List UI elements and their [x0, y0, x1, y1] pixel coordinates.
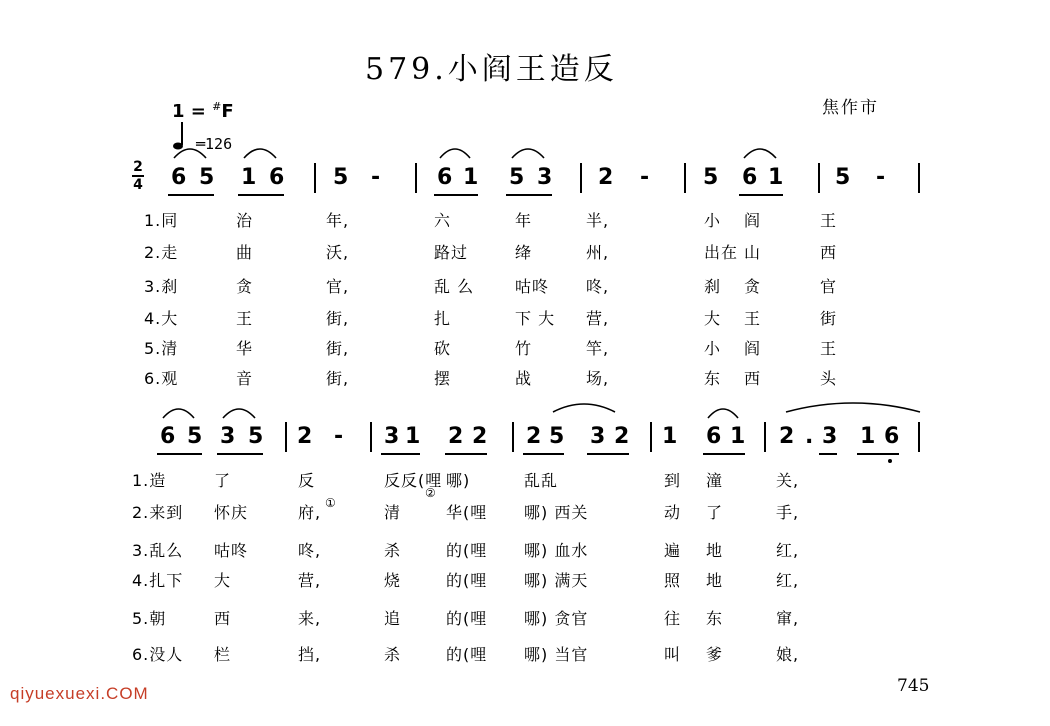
note: 5: [333, 165, 349, 190]
beam-underline: [434, 194, 478, 196]
note: 1: [730, 424, 746, 449]
note: 5: [703, 165, 719, 190]
slur: [786, 403, 920, 412]
page-number: 745: [897, 676, 930, 696]
lyric-word: 2.走: [144, 243, 179, 262]
lyric-word: 地: [706, 541, 724, 560]
bar-line: [285, 422, 287, 452]
watermark: qiyuexuexi.COM: [10, 684, 149, 703]
lyric-word: 5.清: [144, 339, 179, 358]
lyric-word: 照: [664, 571, 682, 590]
lyric-word: 西: [820, 243, 838, 262]
note: 5: [509, 165, 525, 190]
note: 6: [269, 165, 285, 190]
note: 6: [437, 165, 453, 190]
lyric-word: 华(哩: [446, 503, 488, 522]
lyric-word: 头: [820, 369, 838, 388]
bar-line: [580, 163, 582, 193]
lyric-word: 西: [744, 369, 762, 388]
beam-underline: [523, 453, 564, 455]
bar-line: [818, 163, 820, 193]
lyric-word: 哪) 血水: [524, 541, 589, 560]
note: 2: [526, 424, 542, 449]
key-prefix: 1 =: [172, 101, 206, 122]
lyric-word: 六: [434, 211, 452, 230]
lyric-word: 烧: [384, 571, 402, 590]
beam-underline: [381, 453, 420, 455]
note: -: [371, 165, 381, 190]
lyric-word: 战: [515, 369, 533, 388]
note: 1: [241, 165, 257, 190]
slur: [223, 409, 255, 418]
lyric-word: 清: [384, 503, 402, 522]
quarter-note-icon: [173, 122, 183, 150]
lyric-word: 怀庆: [214, 503, 249, 522]
lyric-word: 乱 么: [434, 277, 475, 296]
lyric-word: 阎: [744, 339, 762, 358]
note: 6: [706, 424, 722, 449]
lyric-word: 的(哩: [446, 571, 488, 590]
note: 3: [537, 165, 553, 190]
note: 1: [860, 424, 876, 449]
lyric-word: 山: [744, 243, 762, 262]
lyric-word: 王: [236, 309, 254, 328]
lyric-word: 红,: [776, 571, 800, 590]
beam-underline: [857, 453, 899, 455]
beam-underline: [168, 194, 214, 196]
lyric-word: 摆: [434, 369, 452, 388]
lyric-word: 东: [706, 609, 724, 628]
note: 1: [768, 165, 784, 190]
lyric-word: 哪) 满天: [524, 571, 589, 590]
note: 1: [662, 424, 678, 449]
sharp-sign: #: [212, 100, 222, 113]
lyric-word: 绛: [515, 243, 533, 262]
note: 5: [199, 165, 215, 190]
lyric-word: 爹: [706, 645, 724, 664]
lyric-word: 的(哩: [446, 609, 488, 628]
key-note: F: [221, 101, 234, 122]
note: -: [640, 165, 650, 190]
note: 5: [248, 424, 264, 449]
lyric-word: 曲: [236, 243, 254, 262]
lyric-word: 4.大: [144, 309, 179, 328]
lyric-word: 咚,: [586, 277, 610, 296]
note: 2: [614, 424, 630, 449]
lyric-word: 阎: [744, 211, 762, 230]
lyric-word: 的(哩: [446, 645, 488, 664]
slur: [553, 404, 615, 412]
lyric-word: 4.扎下: [132, 571, 184, 590]
time-signature: [132, 160, 144, 192]
bar-line: [314, 163, 316, 193]
beam-underline: [217, 453, 263, 455]
lyric-word: 府,: [298, 503, 322, 522]
lyric-word: 杀: [384, 541, 402, 560]
lyric-word: 5.朝: [132, 609, 167, 628]
bar-line: [650, 422, 652, 452]
slur: [744, 149, 776, 158]
lyric-word: 潼: [706, 471, 724, 490]
lyric-word: 红,: [776, 541, 800, 560]
lyric-word: 6.观: [144, 369, 179, 388]
bar-line: [370, 422, 372, 452]
lyric-word: 贪: [236, 277, 254, 296]
lyric-word: 街: [820, 309, 838, 328]
slur: [440, 149, 470, 158]
lyric-word: 咕咚: [515, 277, 550, 296]
lyric-word: 治: [236, 211, 254, 230]
lyric-word: 地: [706, 571, 724, 590]
note: 6: [171, 165, 187, 190]
lyric-word: 年: [515, 211, 533, 230]
lyric-word: 1.造: [132, 471, 167, 490]
lyric-word: 来,: [298, 609, 322, 628]
beam-underline: [506, 194, 552, 196]
lyric-word: 出在: [704, 243, 739, 262]
lyric-word: 刹: [704, 277, 722, 296]
lyric-word: 叫: [664, 645, 682, 664]
lyric-word: 哪) 西关: [524, 503, 589, 522]
beam-underline: [703, 453, 745, 455]
lyric-word: 大: [214, 571, 232, 590]
place-of-origin: 焦作市: [822, 98, 879, 118]
lyric-word: 到: [664, 471, 682, 490]
note: 5: [835, 165, 851, 190]
note: 6: [160, 424, 176, 449]
lyric-word: 哪) 贪官: [524, 609, 589, 628]
beam-underline: [819, 453, 837, 455]
note: 1: [463, 165, 479, 190]
lyric-word: 反反(哩: [384, 471, 443, 490]
lyric-word: 华: [236, 339, 254, 358]
note: -: [334, 424, 344, 449]
lyric-word: 挡,: [298, 645, 322, 664]
lyric-word: 王: [820, 211, 838, 230]
time-signature-bottom: 4: [133, 177, 143, 193]
note: -: [876, 165, 886, 190]
lyric-word: 的(哩: [446, 541, 488, 560]
note: 3: [822, 424, 838, 449]
bar-line: [918, 422, 920, 452]
lyric-word: 关,: [776, 471, 800, 490]
lyric-word: 半,: [586, 211, 610, 230]
lyric-word: 路过: [434, 243, 469, 262]
bar-line: [512, 422, 514, 452]
note: 6: [742, 165, 758, 190]
beam-underline: [445, 453, 487, 455]
lyric-word: 哪): [446, 471, 471, 490]
lyric-word: 小: [704, 339, 722, 358]
lyric-word: 杀: [384, 645, 402, 664]
bar-line: [918, 163, 920, 193]
slur: [244, 149, 276, 158]
lyric-word: 咕咚: [214, 541, 249, 560]
lyric-word: 下 大: [515, 309, 556, 328]
lyric-word: 沃,: [326, 243, 350, 262]
lyric-word: 东: [704, 369, 722, 388]
lyric-word: 竹: [515, 339, 533, 358]
beam-underline: [739, 194, 783, 196]
note: 1: [405, 424, 421, 449]
note: 3: [220, 424, 236, 449]
note: 6: [884, 424, 900, 449]
lyric-word: 了: [214, 471, 232, 490]
lyric-word: 竿,: [586, 339, 610, 358]
slur: [512, 149, 544, 158]
lyric-word: 营,: [586, 309, 610, 328]
footnote-marker-1: ①: [325, 496, 336, 510]
lyric-word: 贪: [744, 277, 762, 296]
lyric-word: 街,: [326, 339, 350, 358]
note: 5: [187, 424, 203, 449]
lyric-word: 了: [706, 503, 724, 522]
bar-line: [764, 422, 766, 452]
bar-line: [684, 163, 686, 193]
song-title: 579.小阎王造反: [365, 52, 618, 87]
time-signature-top: 2: [133, 159, 143, 175]
note: .: [805, 424, 814, 449]
footnote-marker-2: ②: [425, 486, 436, 500]
beam-underline: [238, 194, 284, 196]
lyric-word: 手,: [776, 503, 800, 522]
note: 2: [448, 424, 464, 449]
lyric-word: 乱乱: [524, 471, 559, 490]
lyric-word: 遍: [664, 541, 682, 560]
slur: [163, 409, 194, 418]
lyric-word: 街,: [326, 309, 350, 328]
note: 2: [297, 424, 313, 449]
lyric-word: 3.乱么: [132, 541, 184, 560]
lyric-word: 西: [214, 609, 232, 628]
lyric-word: 州,: [586, 243, 610, 262]
lyric-word: 砍: [434, 339, 452, 358]
lyric-word: 3.刹: [144, 277, 179, 296]
lyric-word: 咚,: [298, 541, 322, 560]
lyric-word: 栏: [214, 645, 232, 664]
lyric-word: 王: [744, 309, 762, 328]
lyric-word: 追: [384, 609, 402, 628]
lyric-word: 2.来到: [132, 503, 184, 522]
note: 3: [384, 424, 400, 449]
lyric-word: 年,: [326, 211, 350, 230]
lyric-word: 大: [704, 309, 722, 328]
lyric-word: 场,: [586, 369, 610, 388]
lyric-word: 反: [298, 471, 316, 490]
lyric-word: 窜,: [776, 609, 800, 628]
lyric-word: 扎: [434, 309, 452, 328]
octave-dot-below: [888, 459, 892, 463]
lyric-word: 娘,: [776, 645, 800, 664]
lyric-word: 6.没人: [132, 645, 184, 664]
note: 5: [549, 424, 565, 449]
lyric-word: 哪) 当官: [524, 645, 589, 664]
bar-line: [415, 163, 417, 193]
lyric-word: 小: [704, 211, 722, 230]
note: 2: [598, 165, 614, 190]
lyric-word: 营,: [298, 571, 322, 590]
lyric-word: 官: [820, 277, 838, 296]
lyric-word: 往: [664, 609, 682, 628]
lyric-word: 1.同: [144, 211, 179, 230]
lyric-word: 王: [820, 339, 838, 358]
note: 2: [779, 424, 795, 449]
tempo-marking: ═126: [196, 135, 233, 153]
lyric-word: 街,: [326, 369, 350, 388]
slur: [708, 409, 738, 418]
lyric-word: 动: [664, 503, 682, 522]
lyric-word: 音: [236, 369, 254, 388]
beam-underline: [157, 453, 202, 455]
beam-underline: [587, 453, 629, 455]
lyric-word: 官,: [326, 277, 350, 296]
note: 3: [590, 424, 606, 449]
note: 2: [472, 424, 488, 449]
